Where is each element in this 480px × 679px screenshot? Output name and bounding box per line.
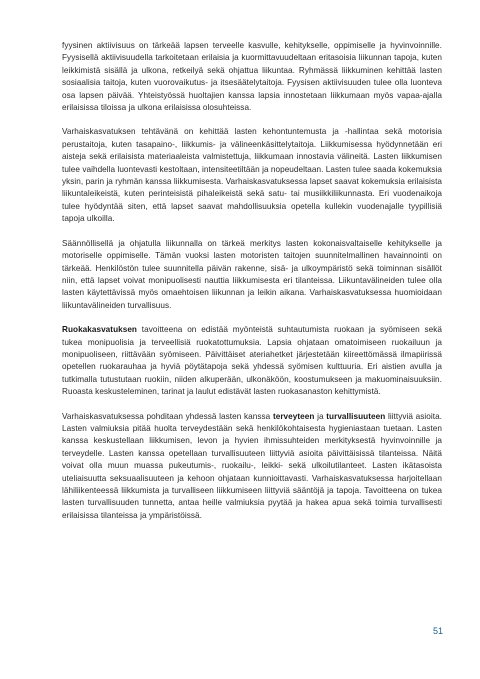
- bold-term-health: terveyteen: [272, 411, 315, 421]
- text-run: Varhaiskasvatuksessa pohditaan yhdessä lasten kanssa: [62, 411, 273, 421]
- bold-term-food-education: Ruokakasvatuksen: [62, 325, 137, 335]
- paragraph-health-safety: [62, 411, 442, 523]
- text-run: liittyviä asioita. Lasten valmiuksia pitää huolta terveydestään sekä henkilökohtaisesta hygieniastaan tuetaan. Lasten kanssa keskustellaan liikkumisen, levon ja hyvien ihmissuhteiden merkityksestä hyvinvoinnille ja terveydelle. Lasten kanssa opetellaan turvallisuuteen liittyviä asioita päivittäisissä tilanteissa. Näitä voivat olla muun muassa pukeutumis-, ruokailu-, leikki- sekä ulkoilutilanteet. Lasten ikätasoista uteliaisuutta seksuaalisuuteen ja kehoon ohjataan kunnioittavasti. Varhaiskasvatuksessa harjoitellaan lähiliikenteessä liikkumista ja turvalliseen liikkumiseen liittyviä sääntöjä ja tapoja. Tavoitteena on tukea lasten turvallisuuden tunnetta, antaa heille valmiuksia pyytää ja hakea apua sekä toimia turvallisesti erilaisissa tilanteissa ja ympäristöissä.: [62, 411, 442, 520]
- bold-term-safety: turvallisuuteen: [326, 411, 386, 421]
- text-run: Varhaiskasvatuksen tehtävänä on kehittää lasten kehontuntemusta ja -hallintaa sekä motorisia perustaitoja, kuten tasapaino-, liikkumis- ja välineenkäsittelytaitoja. Liikkumisessa hyödynnetään eri aisteja sekä erilaisista materiaaleista valmistettuja, liikkumaan innostavia välineitä. Lasten liikkumisen tulee vaihdella luontevasti kestoltaan, intensiteetiltään ja nopeudeltaan. Lasten tulee saada kokemuksia yksin, parin ja ryhmän kanssa liikkumisesta. Varhaiskasvatuksessa lapset saavat kokemuksia erilaisista liikuntaleikeistä, kuten perinteisistä pihaleikeistä sekä satu- tai musiikkiliikunnasta. Eri vuodenaikoja tulee hyödyntää siten, että lapset saavat mahdollisuuksia opetella kullekin vuodenajalle tyypillisiä tapoja ulkoilla.: [62, 127, 442, 224]
- paragraph-physical-activity: [62, 40, 442, 114]
- paragraph-motor-skills: [62, 126, 442, 225]
- text-run: ja: [314, 411, 327, 421]
- paragraph-regular-exercise: [62, 238, 442, 312]
- text-run: fyysinen aktiivisuus on tärkeää lapsen terveelle kasvulle, kehitykselle, oppimiselle ja hyvinvoinnille. Fyysisellä aktiivisuudella tarkoitetaan erilaisia ja kuormittavuudeltaan eritasoisia liikunnan tapoja, kuten leikkimistä sisällä ja ulkona, retkeilyä sekä ohjattua liikuntaa. Ryhmässä liikkuminen kehittää lasten sosiaalisia taitoja, kuten vuorovaikutus- ja itsesäätelytaitoja. Fyysisen aktiivisuuden tulee olla luonteva osa lapsen päivää. Yhteistyössä huoltajien kanssa lapsia innostetaan liikkumaan myös vapaa-ajalla erilaisissa tiloissa ja ulkona erilaisissa olosuhteissa.: [62, 41, 442, 113]
- page-body: [62, 40, 442, 534]
- paragraph-food-education: [62, 324, 442, 398]
- page-number: 51: [433, 626, 444, 636]
- text-run: Säännöllisellä ja ohjatulla liikunnalla on tärkeä merkitys lasten kokonaisvaltaiselle kehitykselle ja motoriselle oppimiselle. Tämän vuoksi lasten motoristen taitojen suunnitelmallinen havainnointi on tärkeää. Henkilöstön tulee suunnitella päivän rakenne, sisä- ja ulkoympäristö sekä toiminnan sisällöt niin, että lapset voivat monipuolisesti nauttia liikkumisesta eri tilanteissa. Liikuntavälineiden tulee olla lasten käytettävissä myös omaehtoisen liikunnan ja leikin aikana. Varhaiskasvatuksessa huomioidaan liikuntavälineiden turvallisuus.: [62, 238, 442, 310]
- text-run: tavoitteena on edistää myönteistä suhtautumista ruokaan ja syömiseen sekä tukea monipuolisia ja terveellisiä ruokatottumuksia. Lapsia ohjataan omatoimiseen ruokailuun ja monipuoliseen, riittävään syömiseen. Päivittäiset ateriahetket järjestetään kiireettömässä ilmapiirissä opetellen ruokarauhaa ja hyviä pöytätapoja sekä yhdessä syömisen kulttuuria. Eri aistien avulla ja tutkimalla tutustutaan ruokiin, niiden alkuperään, ulkonäköön, koostumukseen ja makuominaisuuksiin. Ruoasta keskusteleminen, tarinat ja laulut edistävät lasten ruokasanaston kehittymistä.: [62, 325, 442, 397]
